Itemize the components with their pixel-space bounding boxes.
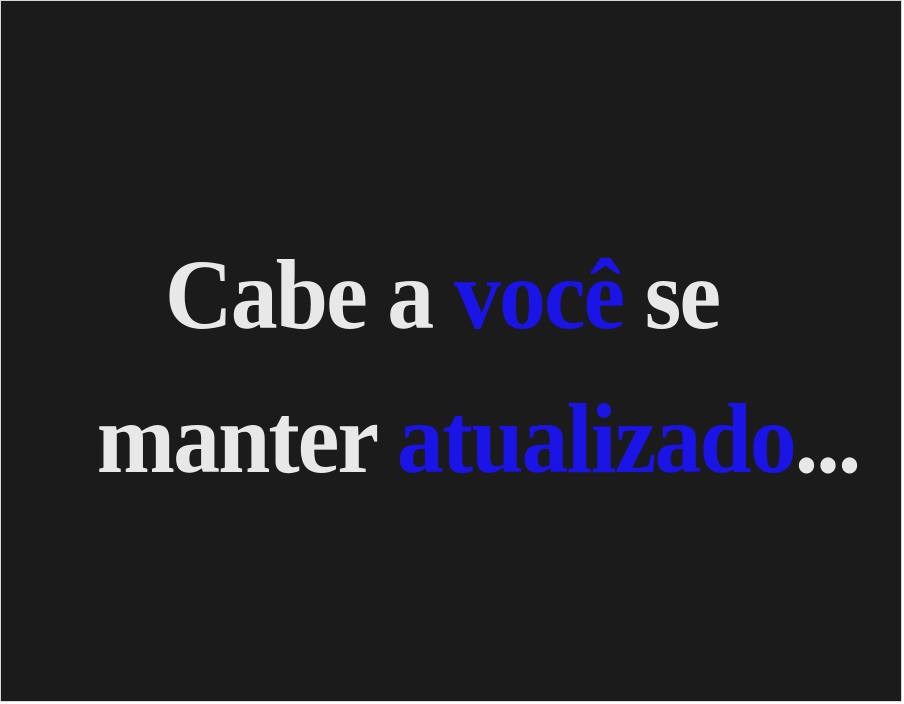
quote-line-1-highlight: você <box>453 239 624 351</box>
quote-line-2-highlight: atualizado <box>396 384 795 495</box>
quote-line-2-start: manter <box>96 384 397 495</box>
quote-line-2-end: ... <box>794 384 860 495</box>
quote-line-1-end: se <box>623 239 720 351</box>
quote-text <box>1 223 904 511</box>
quote-line-2 <box>51 367 904 511</box>
quote-line-1 <box>0 223 904 367</box>
quote-line-1-start: Cabe a <box>164 239 454 351</box>
